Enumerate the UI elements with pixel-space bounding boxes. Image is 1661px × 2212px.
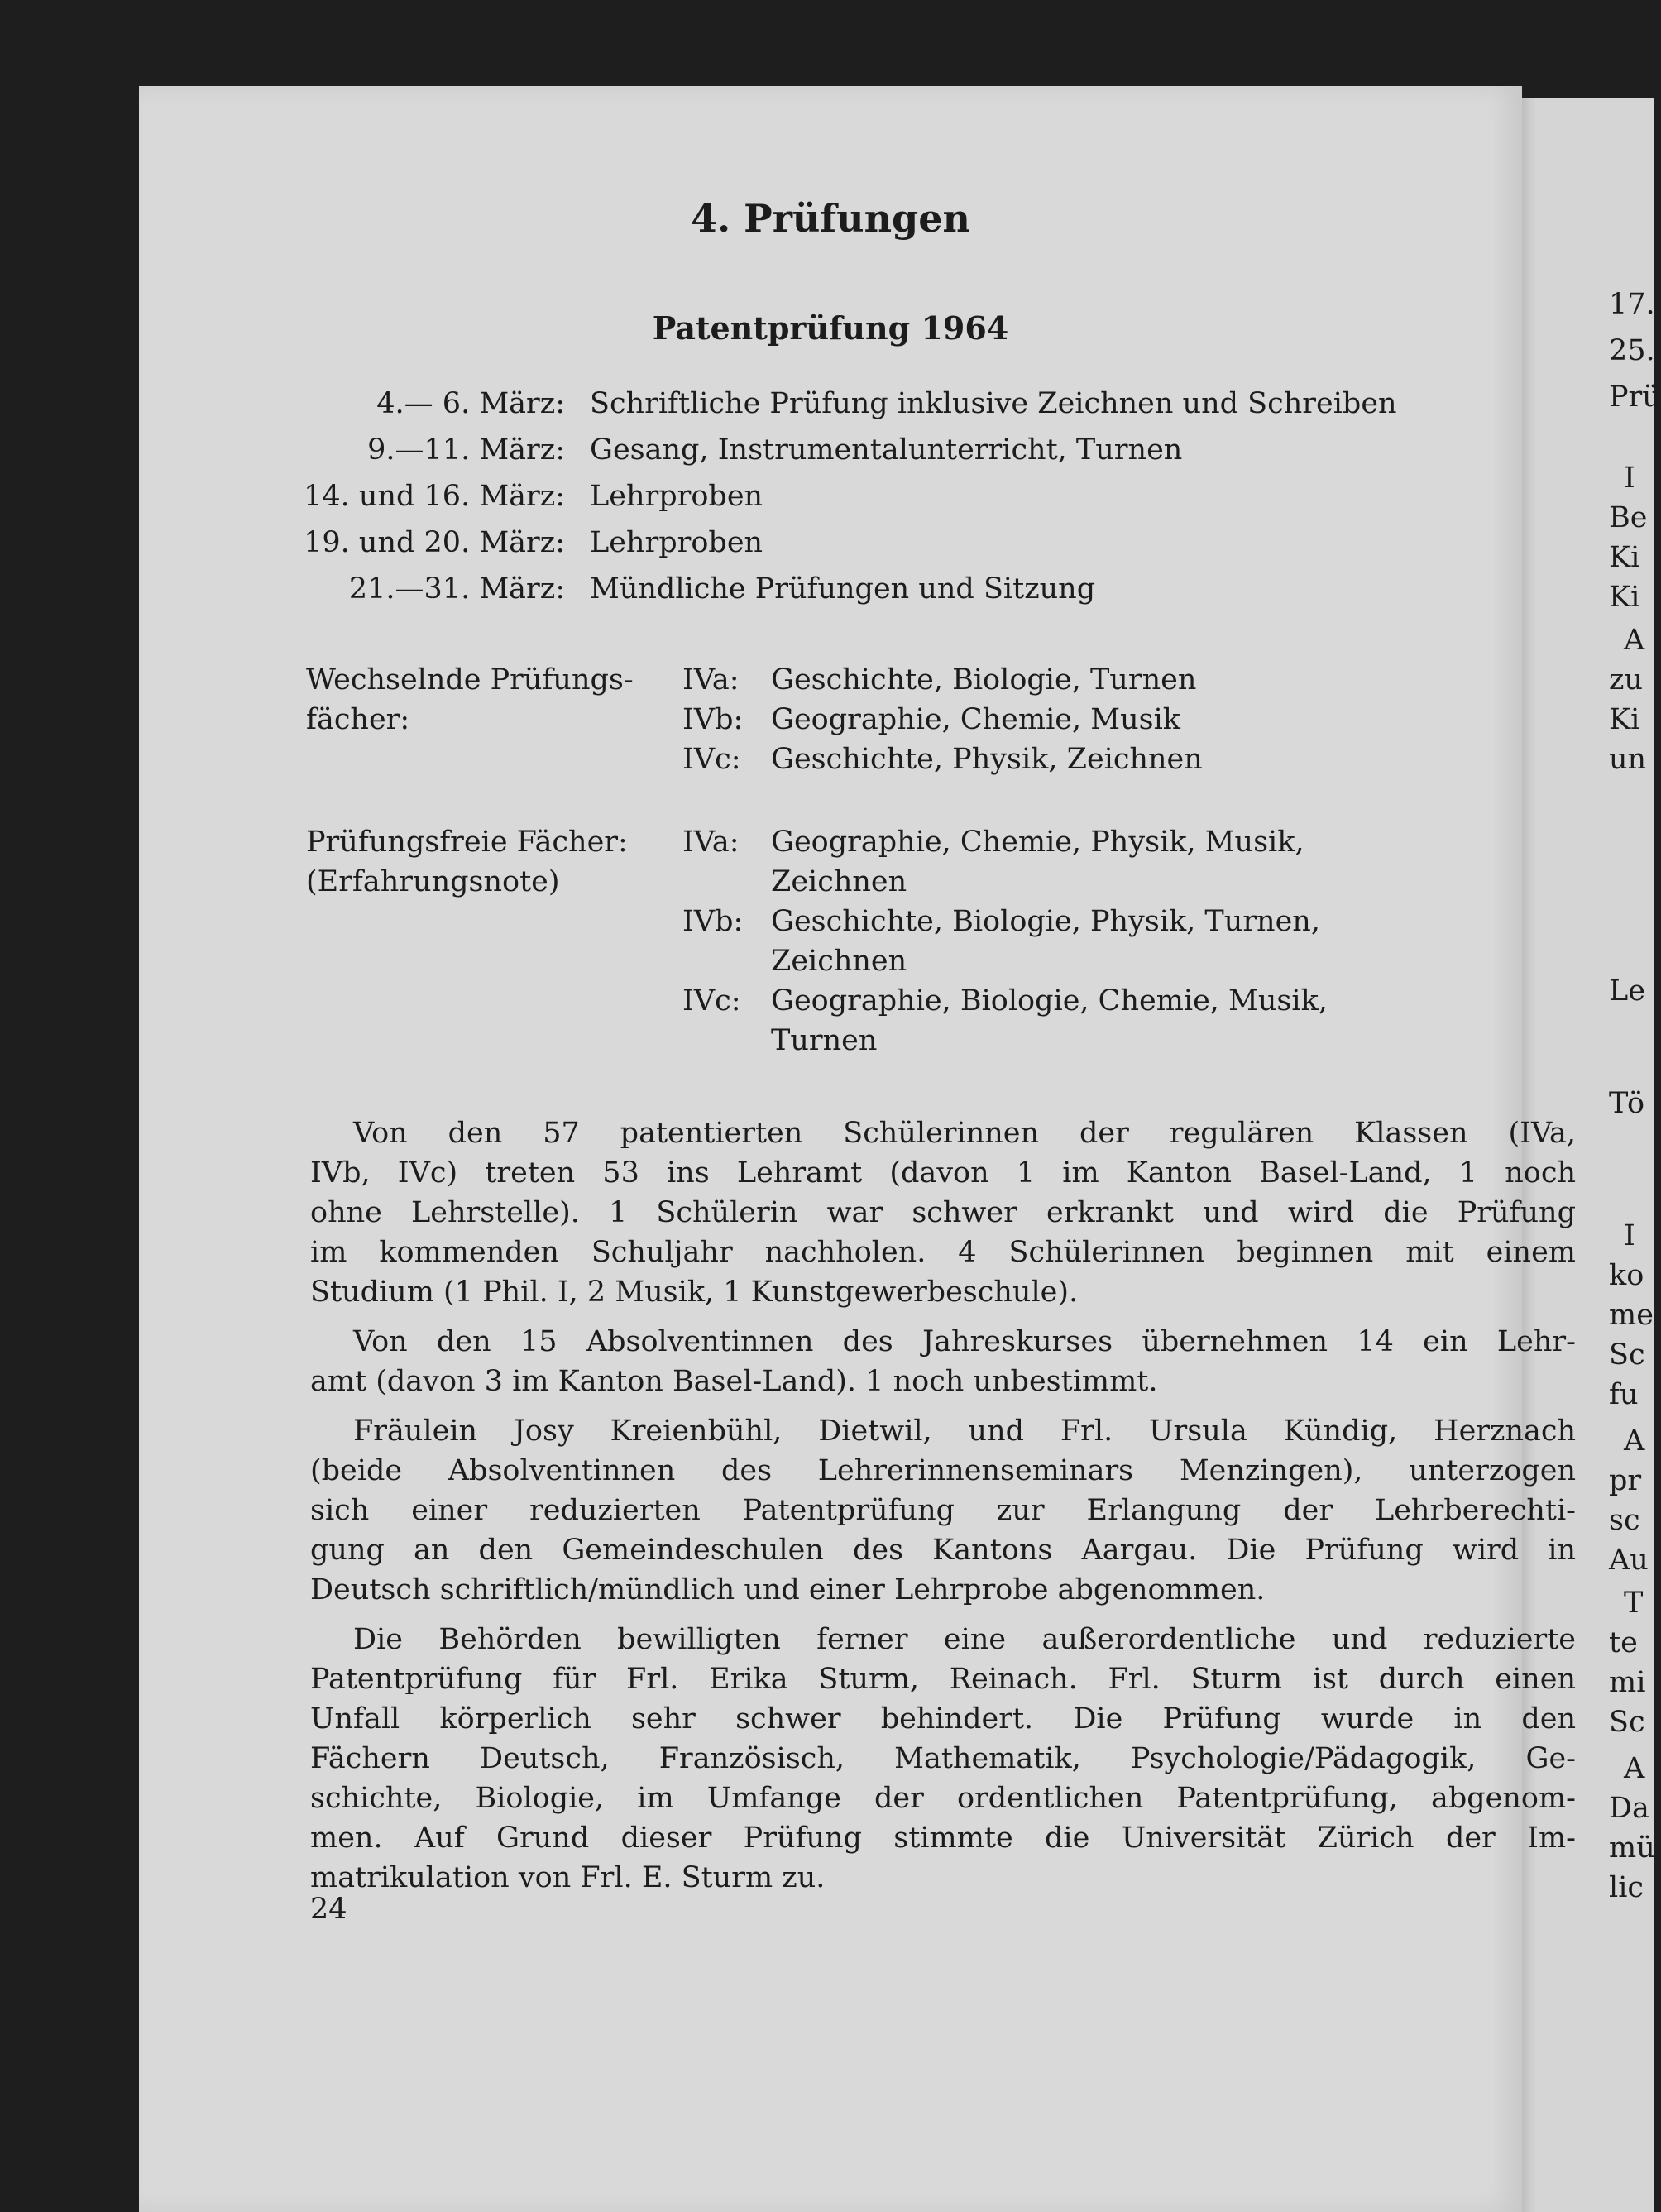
facing-page-fragment: lic [1609,1871,1644,1904]
subject-list: Geschichte, Biologie, Physik, Turnen, [771,905,1320,938]
class-label: IVa: [682,663,740,697]
facing-page-fragment: Tö [1609,1087,1645,1120]
facing-page-fragment: te [1609,1626,1638,1659]
subject-list: Zeichnen [771,945,907,978]
facing-page-fragment: Sc [1609,1706,1645,1739]
text-line: Deutsch schriftlich/mündlich und einer Lehrprobe abgenommen. [310,1573,1266,1606]
paragraph [310,1322,1576,1401]
text-line: schichte, Biologie, im Umfange der ordentlichen Patentprüfung, abgenom- [310,1782,1576,1815]
text-line: (beide Absolventinnen des Lehrerinnenseminars Menzingen), unterzogen [310,1454,1576,1487]
facing-page-fragment: fu [1609,1378,1639,1411]
schedule-date: 14. und 16. März: [304,480,565,513]
subject-list: Turnen [771,1024,878,1057]
schedule-event: Lehrproben [590,480,763,513]
subject-list: Geographie, Biologie, Chemie, Musik, [771,984,1328,1017]
facing-page-fragment: pr [1609,1464,1642,1497]
facing-page-fragment: 17. [1609,288,1655,321]
facing-page-fragment: 25. [1609,334,1655,367]
text-line: Unfall körperlich sehr schwer behindert. Die Prüfung wurde in den [310,1702,1576,1736]
subject-list: Geographie, Chemie, Physik, Musik, [771,826,1304,859]
facing-page-fragment: A [1624,624,1645,657]
facing-page-fragment: ko [1609,1259,1644,1292]
facing-page-fragment: Prü [1609,381,1661,414]
class-label: IVc: [682,984,741,1017]
subject-list: Zeichnen [771,865,907,898]
schedule-date: 21.—31. März: [348,572,565,606]
subject-list: Geschichte, Biologie, Turnen [771,663,1197,697]
schedule-event: Gesang, Instrumentalunterricht, Turnen [590,433,1183,467]
facing-page-fragment: me [1609,1299,1654,1332]
schedule-event: Lehrproben [590,526,763,559]
section-title: 4. Prüfungen [691,196,970,241]
class-label: IVc: [682,743,741,776]
facing-page-fragment: mi [1609,1666,1646,1699]
facing-page-fragment: I [1624,1219,1635,1252]
exam-subtitle: Patentprüfung 1964 [652,309,1009,347]
class-label: IVb: [682,703,744,736]
class-label: IVa: [682,826,740,859]
schedule-date: 19. und 20. März: [304,526,565,559]
paragraph [310,1113,1576,1312]
facing-page-fragment: A [1624,1752,1645,1785]
schedule-event: Mündliche Prüfungen und Sitzung [590,572,1096,606]
text-line: amt (davon 3 im Kanton Basel-Land). 1 noch unbestimmt. [310,1365,1158,1398]
text-line: sich einer reduzierten Patentprüfung zur Erlangung der Lehrberechti- [310,1494,1576,1527]
facing-page-fragment: Be [1609,501,1648,534]
facing-page-fragment: sc [1609,1504,1640,1537]
facing-page-fragment: I [1624,462,1635,495]
facing-page-fragment: Sc [1609,1338,1645,1372]
schedule-date: 9.—11. März: [367,433,565,467]
text-line: IVb, IVc) treten 53 ins Lehramt (davon 1 im Kanton Basel-Land, 1 noch [310,1156,1576,1190]
exempt-subjects-label: (Erfahrungsnote) [306,865,560,898]
facing-page-fragment: zu [1609,663,1643,697]
text-line: ohne Lehrstelle). 1 Schülerin war schwer erkrankt und wird die Prüfung [310,1196,1576,1229]
facing-page-fragment: Ki [1609,703,1640,736]
facing-page-fragment: A [1624,1424,1645,1458]
subject-list: Geschichte, Physik, Zeichnen [771,743,1203,776]
text-line: Von den 15 Absolventinnen des Jahreskurses übernehmen 14 ein Lehr- [353,1325,1576,1358]
rotating-subjects-label: Wechselnde Prüfungs- [306,663,634,697]
text-line: Fächern Deutsch, Französisch, Mathematik, Psychologie/Pädagogik, Ge- [310,1742,1576,1775]
facing-page-fragment: un [1609,743,1647,776]
facing-page-fragment: Da [1609,1792,1649,1825]
subject-list: Geographie, Chemie, Musik [771,703,1180,736]
facing-page-fragment: Ki [1609,541,1640,574]
text-line: im kommenden Schuljahr nachholen. 4 Schülerinnen beginnen mit einem [310,1236,1576,1269]
class-label: IVb: [682,905,744,938]
facing-page-fragment: Ki [1609,581,1640,614]
book-page [139,86,1576,2212]
schedule-date: 4.— 6. März: [376,387,565,420]
text-line: Fräulein Josy Kreienbühl, Dietwil, und Frl. Ursula Kündig, Herznach [353,1415,1576,1448]
exempt-subjects-label: Prüfungsfreie Fächer: [306,826,628,859]
page-number: 24 [310,1893,347,1926]
facing-page-fragment: Le [1609,974,1645,1008]
schedule-event: Schriftliche Prüfung inklusive Zeichnen und Schreiben [590,387,1397,420]
facing-page-fragment: Au [1609,1544,1649,1577]
text-line: men. Auf Grund dieser Prüfung stimmte die Universität Zürich der Im- [310,1822,1576,1855]
paragraph [310,1620,1576,1898]
text-line: Von den 57 patentierten Schülerinnen der regulären Klassen (IVa, [353,1117,1576,1150]
paragraph [310,1411,1576,1610]
text-line: Die Behörden bewilligten ferner eine außerordentliche und reduzierte [353,1623,1576,1656]
text-line: matrikulation von Frl. E. Sturm zu. [310,1861,826,1894]
text-line: Studium (1 Phil. I, 2 Musik, 1 Kunstgewerbeschule). [310,1276,1079,1309]
text-line: Patentprüfung für Frl. Erika Sturm, Reinach. Frl. Sturm ist durch einen [310,1663,1576,1696]
facing-page-fragment: T [1624,1587,1644,1620]
facing-page-fragment: mü [1609,1831,1655,1865]
rotating-subjects-label: fächer: [306,703,410,736]
text-line: gung an den Gemeindeschulen des Kantons Aargau. Die Prüfung wird in [310,1534,1576,1567]
